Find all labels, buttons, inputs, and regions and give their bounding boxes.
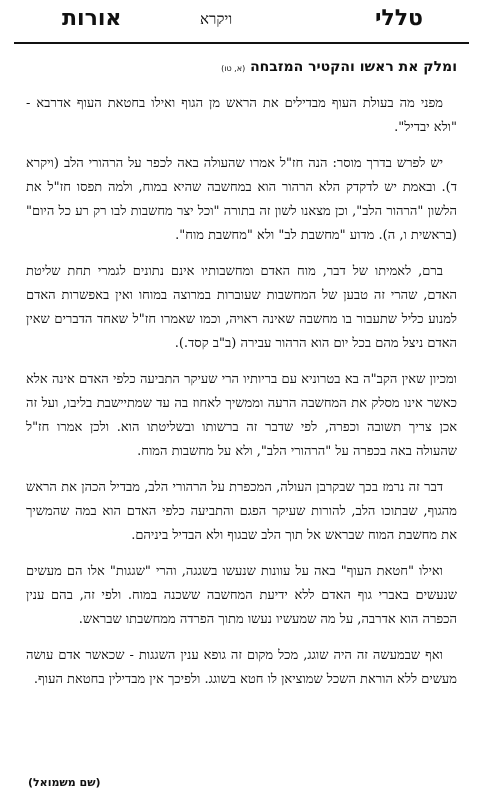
header-divider	[14, 42, 469, 44]
paragraph-3: ברם, לאמיתו של דבר, מוח האדם ומחשבותיו אינם נתונים לגמרי תחת שליטת האדם, שהרי זה טבען של המחשבות שעוברות במרוצה במוחו ואין באפשרות האדם למנוע כליל שתעבור בו מחשבה שאינה ראויה, וכמו שאמרו חז"ל שאחד הדברים שאין האדם ניצל מהם בכל יום הוא הרהור עבירה (ב"ב קסד.).	[26, 264, 457, 351]
paragraph-7: ואף שבמעשה זה היה שוגג, מכל מקום זה גופא ענין השגגות - שכאשר אדם עושה מעשים ללא הוראת השכל שמוציאן לו חטא בשוגג. ולפיכך אין מבדילין בחטאת העוף.	[26, 648, 457, 687]
source-signature: (שם משמואל)	[28, 776, 101, 789]
paragraph-6: ואילו "חטאת העוף" באה על עוונות שנעשו בשגגה, והרי "שגגות" אלו הם מעשים שנעשים באברי גוף האדם ללא ידיעת המחשבה ששכנה במוח. ולפי זה, בהם ענין הכפרה הוא אדרבה, על מה שמעשיו נעשו מתוך הפרדה ממחשבתו שבראש.	[26, 564, 457, 627]
header-title-right: טללי	[374, 6, 423, 31]
header-parsha: ויקרא	[200, 10, 233, 28]
paragraph-5: דבר זה נרמז בכך שבקרבן העולה, המכפרת על הרהורי הלב, מבדיל הכהן את הראש מהגוף, שבתוכו הלב, להורות שעיקר הפגם והתביעה כלפי האדם הוא במה שהמשיך את מחשבת המוח שבראש אל תוך הלב שבגוף ולא הבדיל ביניהם.	[26, 480, 457, 543]
paragraph-2: יש לפרש בדרך מוסר: הנה חז"ל אמרו שהעולה באה לכפר על הרהורי הלב (ויקרא ד). ובאמת יש לדקדק הלא הרהור הוא במחשבה שהיא במוח, ולמה תפסו חז"ל את הלשון "הרהור הלב", וכן מצאנו לשון זה בתורה "וכל יצר מחשבות לבו רק רע כל היום" (בראשית ו, ה). מדוע "מחשבת לב" ולא "מחשבת מוח".	[26, 156, 457, 243]
page-header	[0, 4, 483, 38]
verse-heading	[26, 56, 457, 80]
header-title-left: אורות	[62, 6, 122, 31]
paragraph-4: ומכיון שאין הקב"ה בא בטרוניא עם בריותיו הרי שעיקר התביעה כלפי האדם אינה אלא כאשר אינו מסלק את המחשבה הרעה וממשיך לאחוז בה עד שמתיישבת בליבו, ועל זה אכן צריך תשובה וכפרה, לפי שדבר זה ברשותו ובשליטתו הוא. ולכן אמרו חז"ל שהעולה באה בכפרה על "הרהורי הלב", ולא על מחשבות המוח.	[26, 372, 457, 459]
verse-text: ומלק את ראשו והקטיר המזבחה	[250, 59, 457, 75]
paragraph-1: מפני מה בעולת העוף מבדילים את הראש מן הגוף ואילו בחטאת העוף אדרבא - "ולא יבדיל".	[26, 96, 457, 135]
article-body	[26, 56, 457, 704]
verse-source: (א, טו)	[221, 64, 246, 73]
